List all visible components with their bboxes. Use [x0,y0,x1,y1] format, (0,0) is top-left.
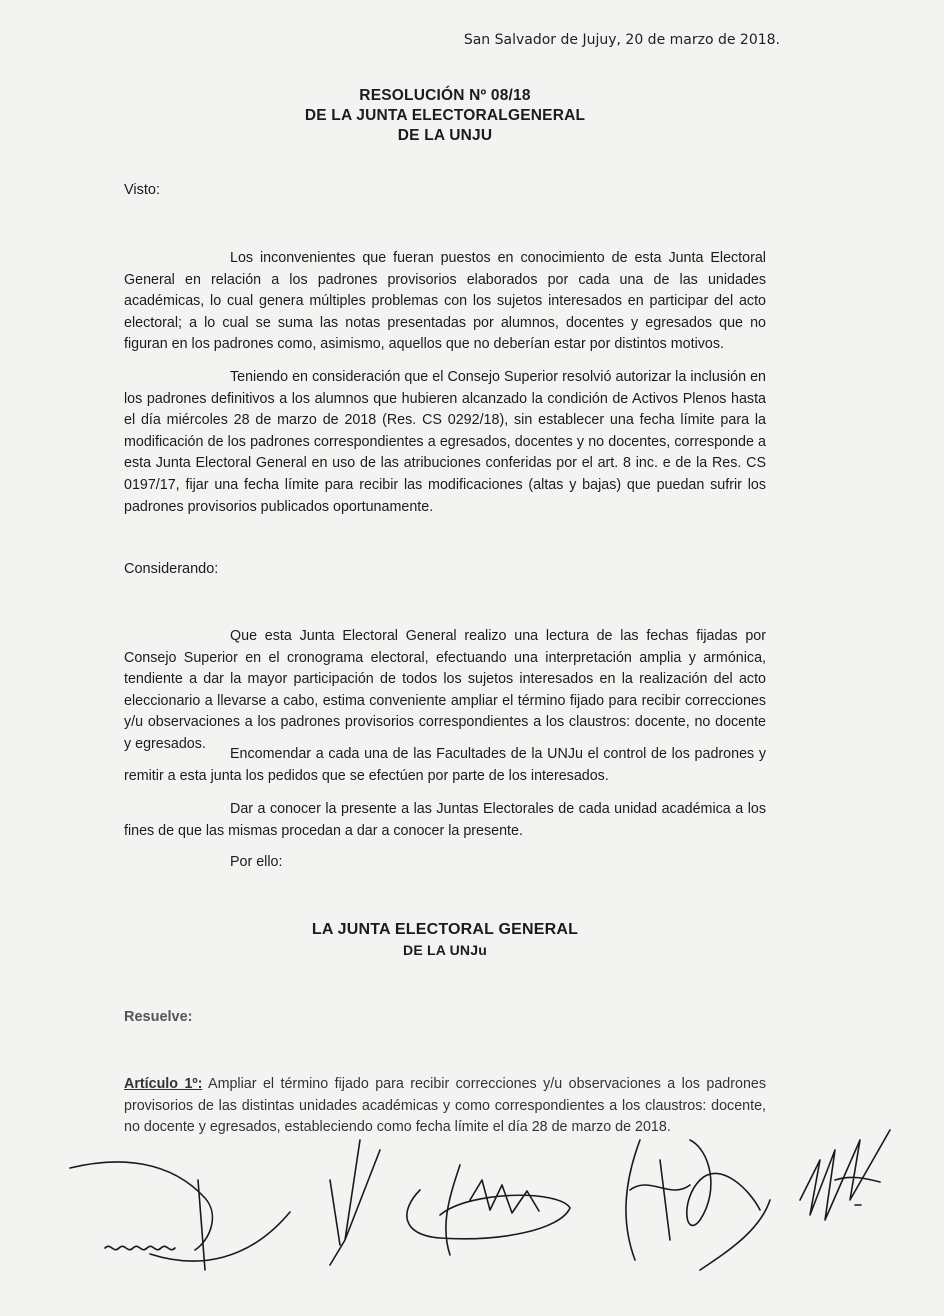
considerando-paragraph-3: Dar a conocer la presente a las Juntas Electorales de cada unidad académica a los fines de que las mismas procedan a dar a conocer la presente. [124,801,766,839]
articulo-1-text: Ampliar el término fijado para recibir correcciones y/u observaciones a los padrones provisorios de las distintas unidades académicas y como correspondientes a los claustros: docente, no docente y egresados, estableciendo como fecha límite el día 28 de marzo de 2018. [124,1076,766,1136]
visto-paragraph-1: Los inconvenientes que fueran puestos en conocimiento de esta Junta Electoral General en relación a los padrones provisorios elaborados por cada una de las unidades académicas, lo cual genera múltiples problemas con los sujetos interesados en participar del acto electoral; a lo cual se suma las notas presentadas por alumnos, docentes y egresados que no figuran en los padrones como, asimismo, aquellos que no deberían estar por distintos motivos. [124,250,766,353]
signatures-area [0,1120,944,1316]
authority-line-2: DE LA UNJu [403,942,487,958]
authority-line-1: LA JUNTA ELECTORAL GENERAL [311,921,579,938]
title-line-3: DE LA UNJU [397,127,493,144]
authority-heading [0,920,890,960]
articulo-1-label: Artículo 1º: [124,1076,203,1092]
considerando-paragraph-1: Que esta Junta Electoral General realizo una lectura de las fechas fijadas por Consejo Superior en el cronograma electoral, efectuando una interpretación amplia y armónica, tendiente a dar la mayor participación de todos los sujetos interesados en la realización del acto eleccionario a llevarse a cabo, estima conveniente ampliar el término fijado para recibir correcciones y/u observaciones a los padrones provisorios correspondientes a los claustros: docente, no docente y egresados. [124,628,766,752]
considerando-paragraph-2: Encomendar a cada una de las Facultades de la UNJu el control de los padrones y remitir a esta junta los pedidos que se efectúen por parte de los interesados. [124,746,766,784]
resuelve-label: Resuelve: [124,1009,193,1025]
considerando-label: Considerando: [124,561,219,577]
title-line-1: RESOLUCIÓN Nº 08/18 [359,87,531,104]
resolution-title [0,86,890,146]
signature-2 [330,1140,380,1265]
signature-5 [800,1130,890,1220]
signature-4 [626,1140,770,1270]
title-line-2: DE LA JUNTA ELECTORALGENERAL [304,107,586,124]
visto-paragraph-2: Teniendo en consideración que el Consejo Superior resolvió autorizar la inclusión en los padrones definitivos a los alumnos que hubieren alcanzado la condición de Activos Plenos hasta el día miércoles 28 de marzo de 2018 (Res. CS 0292/18), sin establecer una fecha límite para la modificación de los padrones correspondientes a egresados, docentes y no docentes, corresponde a esta Junta Electoral General en uso de las atribuciones conferidas por el art. 8 inc. e de la Res. CS 0197/17, fijar una fecha límite para recibir las modificaciones (altas y bajas) que puedan sufrir los padrones provisorios publicados oportunamente. [124,369,766,515]
visto-label: Visto: [124,182,161,198]
signature-1 [70,1162,290,1270]
signature-3 [407,1165,570,1255]
date-line: San Salvador de Jujuy, 20 de marzo de 2018. [463,32,780,48]
por-ello-text: Por ello: [230,854,283,870]
